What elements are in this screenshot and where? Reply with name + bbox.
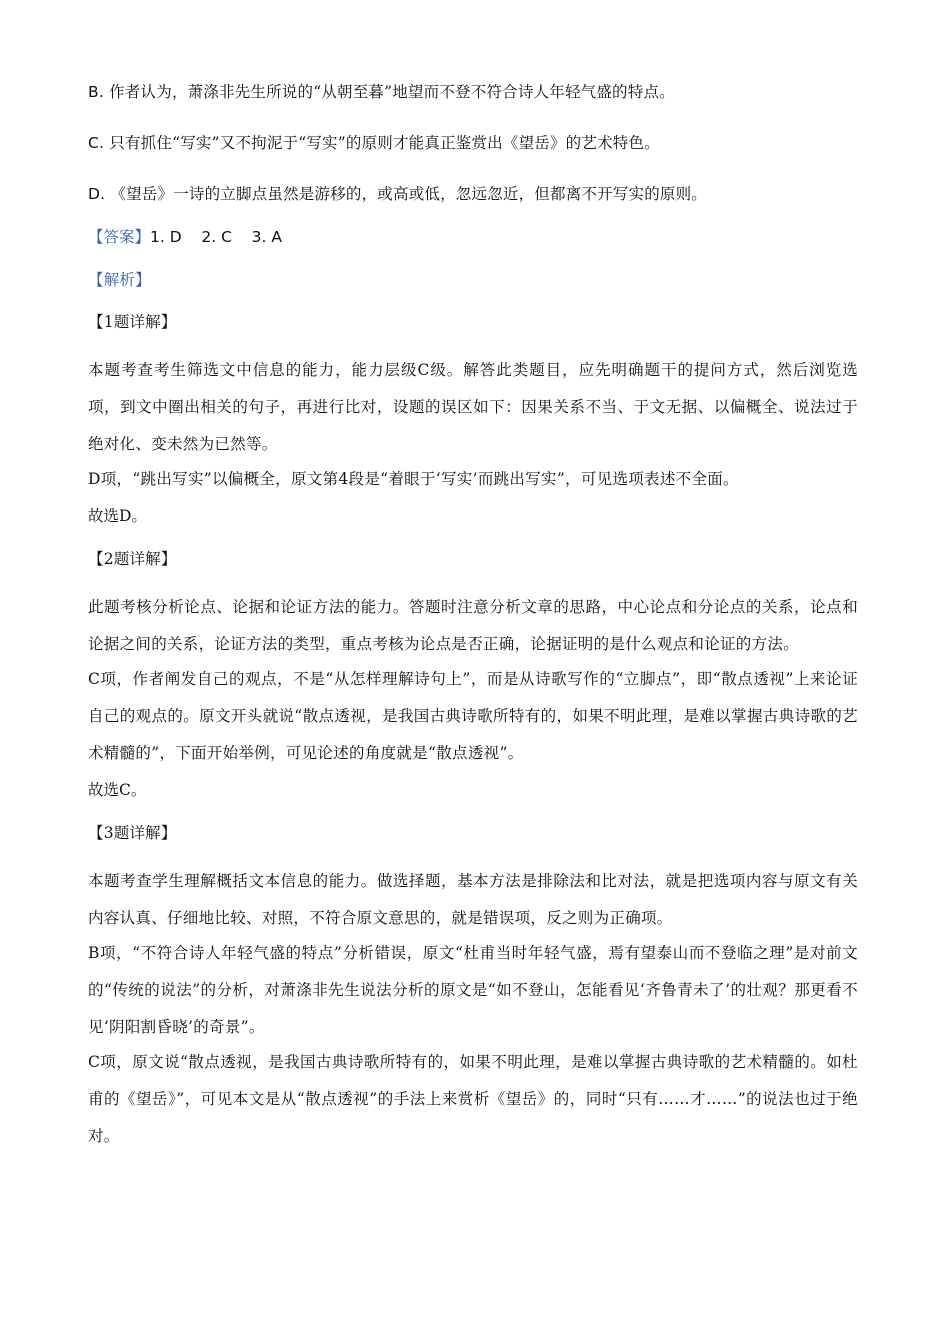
section-3 [88,823,858,1155]
option-text: 只有抓住“写实”又不拘泥于“写实”的原则才能真正鉴赏出《望岳》的艺术特色。 [104,134,660,152]
option-text: 《望岳》一诗的立脚点虽然是游移的，或高或低，忽远忽近，但都离不开写实的原则。 [105,185,707,203]
answer-text: 1. D 2. C 3. A [150,228,282,246]
section-choice: 故选D。 [88,507,147,525]
option-b [88,82,858,102]
option-label: B. [88,83,104,101]
section-choice: 故选C。 [88,781,147,799]
section-paragraph: C项，作者阐发自己的观点，不是“从怎样理解诗句上”，而是从诗歌写作的“立脚点”，即“散点透视”上来论证自己的观点的。原文开头就说“散点透视，是我国古典诗歌所特有的，如果不明此理，是难以掌握古典诗歌的艺术精髓的”，下面开始举例，可见论述的角度就是“散点透视”。 [88,670,858,762]
section-paragraph: C项，原文说“散点透视，是我国古典诗歌所特有的，如果不明此理，是难以掌握古典诗歌的艺术精髓的。如杜甫的《望岳》”，可见本文是从“散点透视”的手法上来赏析《望岳》的，同时“只有……才……”的说法也过于绝对。 [88,1053,858,1145]
section-paragraph: 本题考查学生理解概括文本信息的能力。做选择题，基本方法是排除法和比对法，就是把选项内容与原文有关内容认真、仔细地比较、对照，不符合原文意思的，就是错误项，反之则为正确项。 [88,872,858,927]
document-page [88,82,858,1169]
answer-row [88,225,858,247]
option-c [88,133,858,153]
section-paragraph: 本题考查考生筛选文中信息的能力，能力层级C级。解答此类题目，应先明确题干的提问方式，然后浏览选项，到文中圈出相关的句子，再进行比对，设题的误区如下：因果关系不当、于文无据、以偏概全、说法过于绝对化、变未然为已然等。 [88,361,858,453]
section-heading: 【3题详解】 [88,824,177,842]
option-label: C. [88,134,105,152]
option-label: D. [88,185,106,203]
section-2 [88,549,858,809]
section-paragraph: 此题考核分析论点、论据和论证方法的能力。答题时注意分析文章的思路，中心论点和分论点的关系，论点和论据之间的关系，论证方法的类型，重点考核为论点是否正确，论据证明的是什么观点和论证的方法。 [88,598,858,653]
section-heading: 【1题详解】 [88,313,177,331]
section-paragraph: D项，“跳出写实”以偏概全，原文第4段是“着眼于‘写实’而跳出写实”，可见选项表述不全面。 [88,470,739,488]
section-paragraph: B项，“不符合诗人年轻气盛的特点”分析错误，原文“杜甫当时年轻气盛，焉有望泰山而不登临之理”是对前文的“传统的说法”的分析，对萧涤非先生说法分析的原文是“如不登山，怎能看见‘齐鲁青未了’的壮观？那更看不见‘阴阳割昏晓’的奇景”。 [88,944,858,1036]
section-1 [88,312,858,535]
analysis-tag: 【解析】 [88,271,151,289]
option-d [88,184,858,204]
answer-tag: 【答案】 [88,228,151,246]
section-heading: 【2题详解】 [88,550,177,568]
option-text: 作者认为，萧涤非先生所说的“从朝至暮”地望而不登不符合诗人年轻气盛的特点。 [103,83,675,101]
